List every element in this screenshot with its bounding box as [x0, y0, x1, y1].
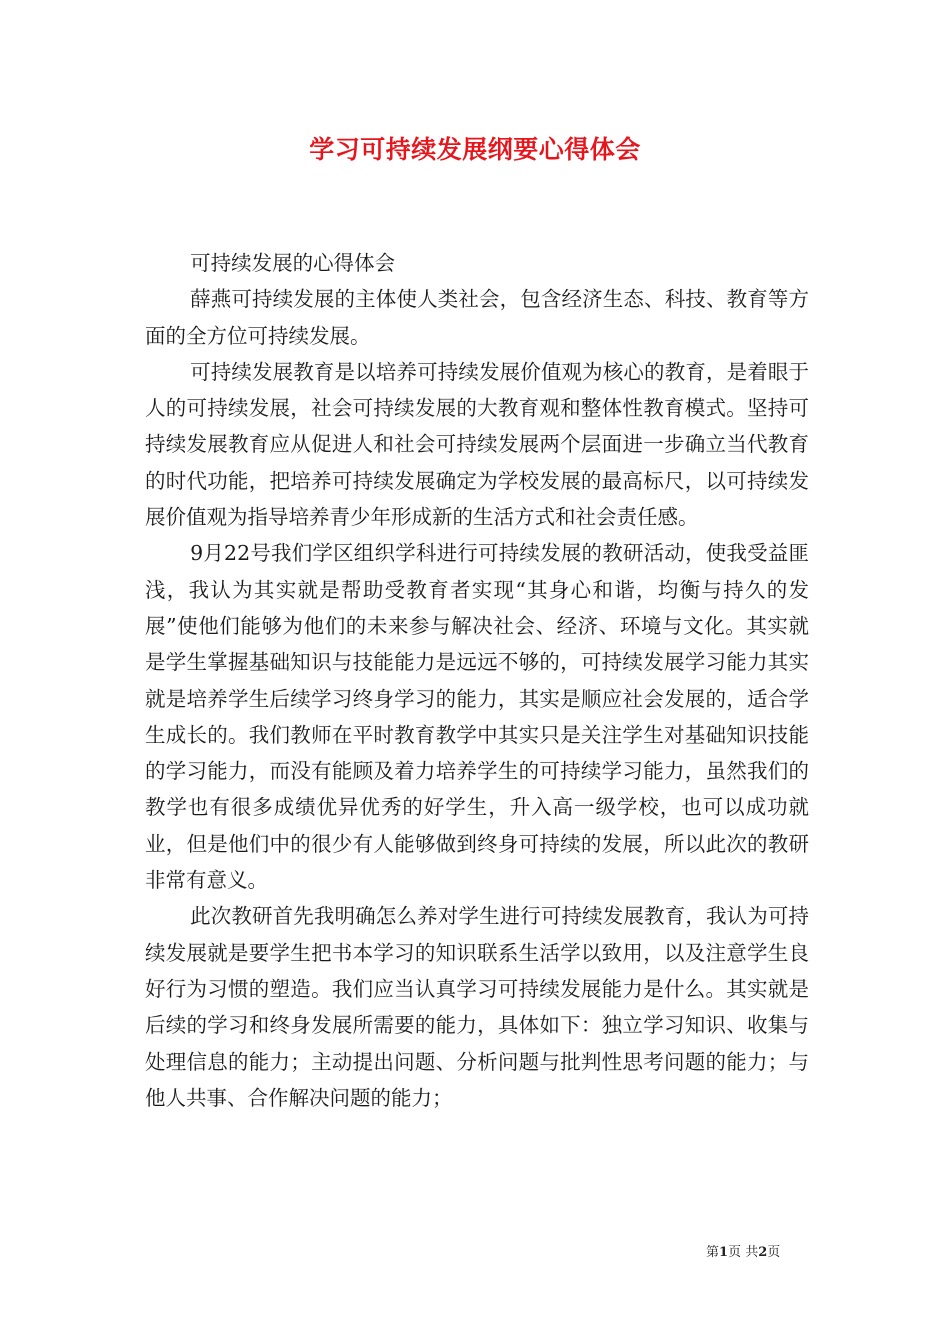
page-number-footer: [706, 1244, 780, 1262]
total-page-count: 2: [758, 1245, 768, 1260]
paragraph: 9月22号我们学区组织学科进行可持续发展的教研活动，使我受益匪浅，我认为其实就是帮助受教育者实现“其身心和谐，均衡与持久的发展”使他们能够为他们的未来参与解决社会、经济、环境与文化。其实就是学生掌握基础知识与技能能力是远远不够的，可持续发展学习能力其实就是培养学生后续学习终身学习的能力，其实是顺应社会发展的，适合学生成长的。我们教师在平时教育教学中其实只是关注学生对基础知识技能的学习能力，而没有能顾及着力培养学生的可持续学习能力，虽然我们的教学也有很多成绩优异优秀的好学生，升入高一级学校，也可以成功就业，但是他们中的很少有人能够做到终身可持续的发展，所以此次的教研非常有意义。: [145, 541, 809, 893]
footer-prefix: 第: [706, 1245, 720, 1260]
document-body: [145, 245, 809, 1116]
footer-middle: 页 共: [728, 1245, 759, 1260]
paragraph: 可持续发展教育是以培养可持续发展价值观为核心的教育，是着眼于人的可持续发展，社会可持续发展的大教育观和整体性教育模式。坚持可持续发展教育应从促进人和社会可持续发展两个层面进一步确立当代教育的时代功能，把培养可持续发展确定为学校发展的最高标尺，以可持续发展价值观为指导培养青少年形成新的生活方式和社会责任感。: [145, 359, 809, 530]
current-page-number: 1: [719, 1245, 729, 1260]
paragraph: 薛燕可持续发展的主体使人类社会，包含经济生态、科技、教育等方面的全方位可持续发展。: [145, 287, 809, 348]
paragraph: 此次教研首先我明确怎么养对学生进行可持续发展教育，我认为可持续发展就是要学生把书本学习的知识联系生活学以致用，以及注意学生良好行为习惯的塑造。我们应当认真学习可持续发展能力是什么。其实就是后续的学习和终身发展所需要的能力，具体如下：独立学习知识、收集与处理信息的能力；主动提出问题、分析问题与批判性思考问题的能力；与他人共事、合作解决问题的能力；: [145, 904, 809, 1110]
document-title: 学习可持续发展纲要心得体会: [309, 135, 641, 164]
paragraph: 可持续发展的心得体会: [190, 251, 396, 275]
footer-suffix: 页: [767, 1245, 781, 1260]
